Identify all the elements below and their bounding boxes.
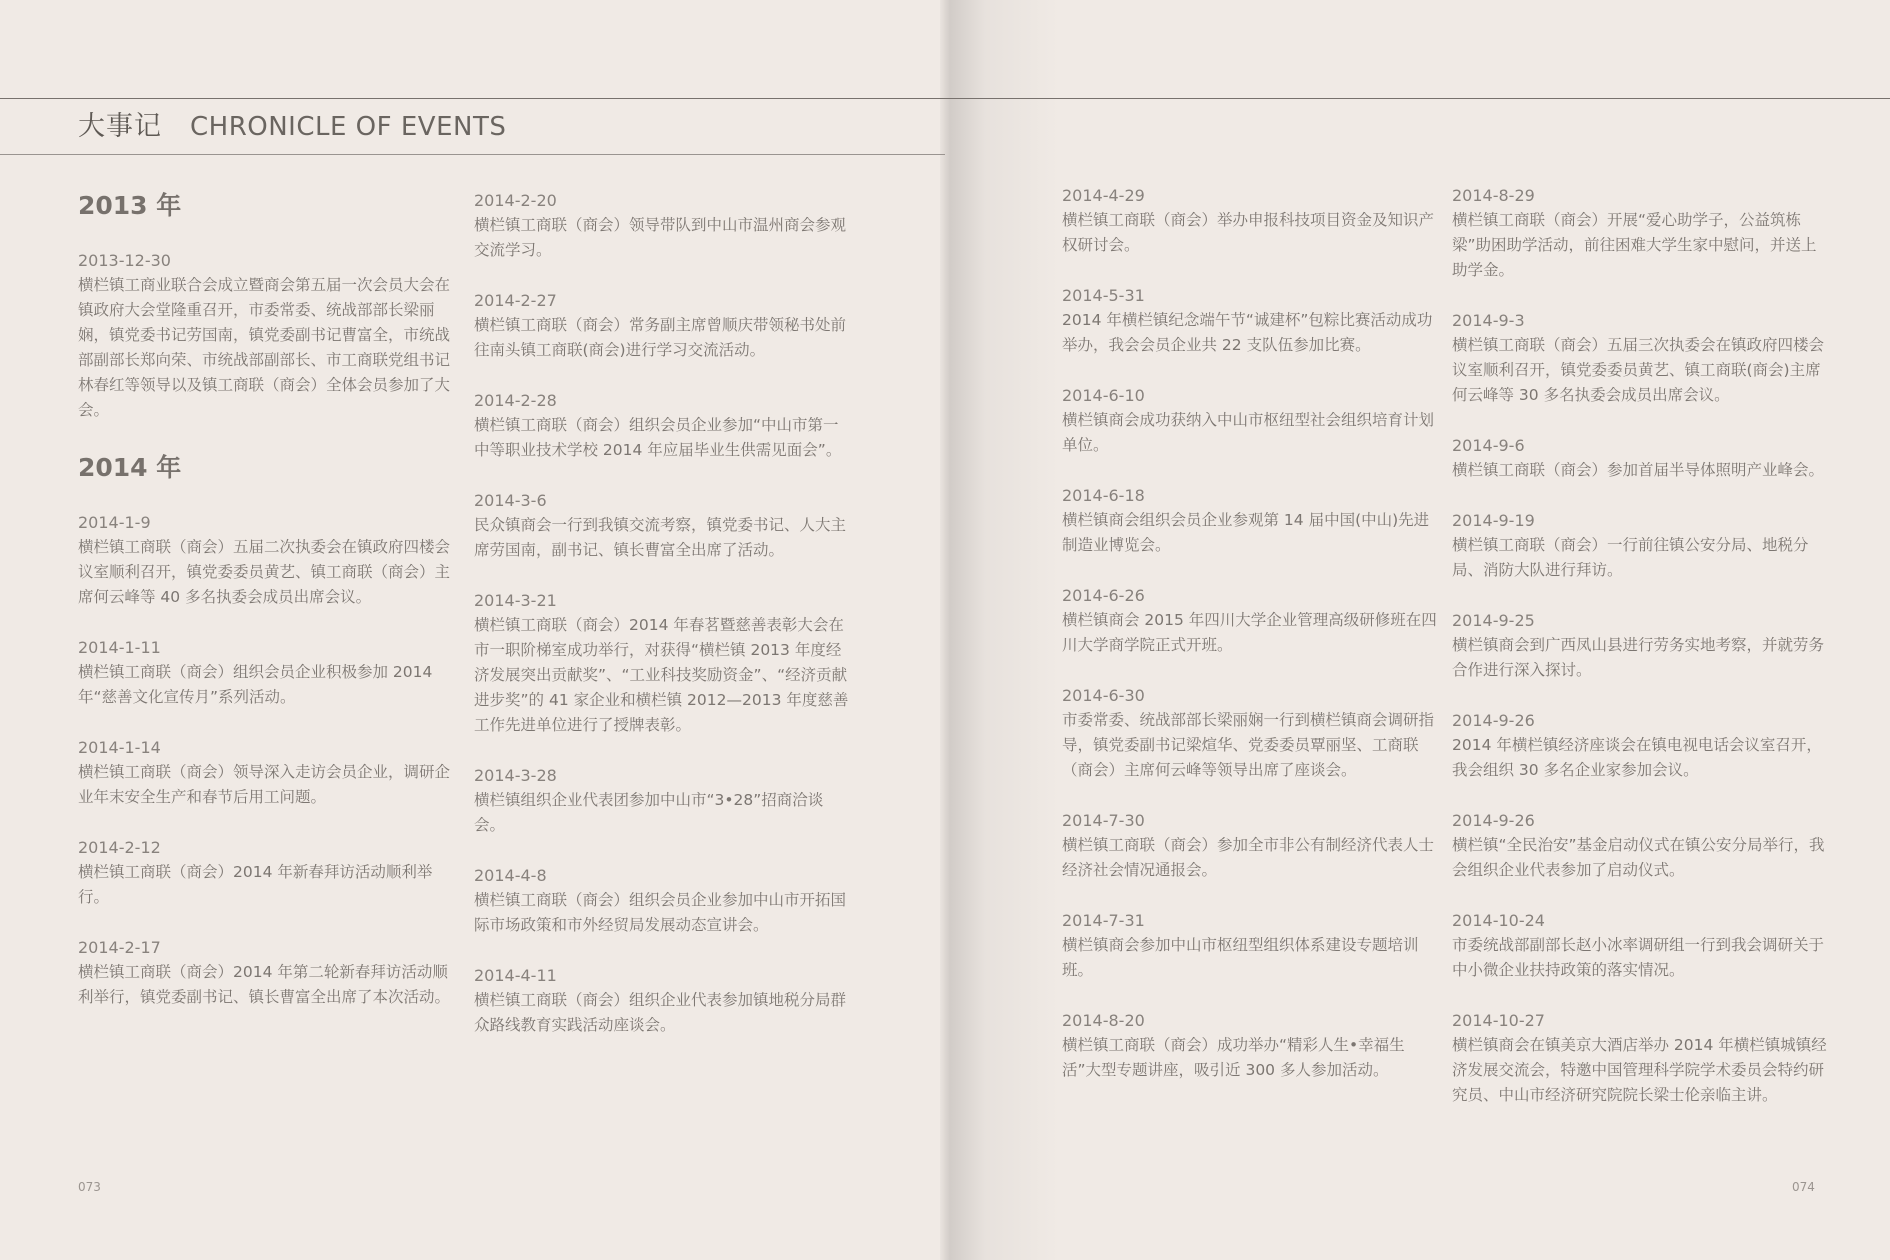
event-entry xyxy=(474,188,854,263)
event-text: 横栏镇商会在镇美京大酒店举办 2014 年横栏镇城镇经济发展交流会，特邀中国管理科学院学术委员会特约研究员、中山市经济研究院院长梁士伦亲临主讲。 xyxy=(1452,1036,1827,1104)
event-date: 2014-6-10 xyxy=(1062,386,1145,405)
event-date: 2014-2-20 xyxy=(474,191,557,210)
event-date: 2014-4-8 xyxy=(474,866,547,885)
event-entry xyxy=(1452,183,1832,283)
event-text: 横栏镇工商联（商会）常务副主席曾顺庆带领秘书处前往南头镇工商联(商会)进行学习交流活动。 xyxy=(474,316,847,359)
event-date: 2014-3-28 xyxy=(474,766,557,785)
event-date: 2014-2-27 xyxy=(474,291,557,310)
event-text: 横栏镇商会成功获纳入中山市枢纽型社会组织培育计划单位。 xyxy=(1062,411,1435,454)
event-date: 2014-9-26 xyxy=(1452,811,1535,830)
event-entry xyxy=(474,763,854,838)
event-text: 横栏镇商会组织会员企业参观第 14 届中国(中山)先进制造业博览会。 xyxy=(1062,511,1430,554)
event-text: 横栏镇工商联（商会）领导深入走访会员企业，调研企业年末安全生产和春节后用工问题。 xyxy=(78,763,451,806)
event-text: 横栏镇工商联（商会）领导带队到中山市温州商会参观交流学习。 xyxy=(474,216,847,259)
event-entry xyxy=(1452,1008,1832,1108)
header-title-cn: 大事记 xyxy=(78,111,162,142)
page-number-right: 074 xyxy=(1792,1180,1815,1194)
column-4 xyxy=(1452,183,1832,1133)
event-entry xyxy=(1062,908,1442,983)
event-entry xyxy=(78,935,458,1010)
event-date: 2014-8-29 xyxy=(1452,186,1535,205)
event-text: 横栏镇商会到广西凤山县进行劳务实地考察，并就劳务合作进行深入探讨。 xyxy=(1452,636,1825,679)
event-date: 2014-1-14 xyxy=(78,738,161,757)
event-entry xyxy=(1062,183,1442,258)
event-entry xyxy=(474,863,854,938)
header-rule-top xyxy=(0,98,1890,99)
event-date: 2014-2-28 xyxy=(474,391,557,410)
event-entry xyxy=(1452,608,1832,683)
header-rule-bottom xyxy=(0,154,945,155)
event-entry xyxy=(1062,1008,1442,1083)
event-entry xyxy=(1062,683,1442,783)
event-text: 横栏镇组织企业代表团参加中山市“3•28”招商洽谈会。 xyxy=(474,791,824,834)
event-entry xyxy=(1452,308,1832,408)
event-text: 横栏镇工商联（商会）组织会员企业参加中山市开拓国际市场政策和市外经贸局发展动态宣讲会。 xyxy=(474,891,847,934)
event-text: 市委常委、统战部部长梁丽娴一行到横栏镇商会调研指导，镇党委副书记梁煊华、党委委员覃丽坚、工商联（商会）主席何云峰等领导出席了座谈会。 xyxy=(1062,711,1435,779)
event-entry xyxy=(1062,583,1442,658)
event-text: 横栏镇工商联（商会）五届三次执委会在镇政府四楼会议室顺利召开，镇党委委员黄艺、镇工商联(商会)主席何云峰等 30 多名执委会成员出席会议。 xyxy=(1452,336,1825,404)
year-heading-2014: 2014 年 xyxy=(78,453,182,482)
event-date: 2014-9-3 xyxy=(1452,311,1525,330)
event-date: 2014-4-29 xyxy=(1062,186,1145,205)
event-text: 横栏镇工商联（商会）开展“爱心助学子，公益筑栋梁”助困助学活动，前往困难大学生家中慰问，并送上助学金。 xyxy=(1452,211,1817,279)
event-date: 2014-6-30 xyxy=(1062,686,1145,705)
page-header xyxy=(78,104,506,148)
event-text: 横栏镇工商联（商会）2014 年第二轮新春拜访活动顺利举行，镇党委副书记、镇长曹富全出席了本次活动。 xyxy=(78,963,451,1006)
event-entry xyxy=(1452,708,1832,783)
event-date: 2014-3-21 xyxy=(474,591,557,610)
event-date: 2014-9-26 xyxy=(1452,711,1535,730)
event-entry xyxy=(78,835,458,910)
event-entry xyxy=(78,735,458,810)
event-date: 2014-3-6 xyxy=(474,491,547,510)
event-text: 2014 年横栏镇纪念端午节“诚建杯”包粽比赛活动成功举办，我会会员企业共 22 支队伍参加比赛。 xyxy=(1062,311,1433,354)
event-entry xyxy=(1452,433,1832,483)
event-entry xyxy=(1062,483,1442,558)
event-date: 2014-1-9 xyxy=(78,513,151,532)
column-1 xyxy=(78,186,458,1035)
event-date: 2014-1-11 xyxy=(78,638,161,657)
event-entry xyxy=(78,635,458,710)
event-date: 2014-2-17 xyxy=(78,938,161,957)
event-entry xyxy=(474,488,854,563)
event-entry xyxy=(78,248,458,423)
event-date: 2013-12-30 xyxy=(78,251,171,270)
event-text: 横栏镇工商联（商会）2014 年新春拜访活动顺利举行。 xyxy=(78,863,433,906)
event-date: 2014-2-12 xyxy=(78,838,161,857)
event-date: 2014-4-11 xyxy=(474,966,557,985)
event-text: 横栏镇“全民治安”基金启动仪式在镇公安分局举行，我会组织企业代表参加了启动仪式。 xyxy=(1452,836,1825,879)
event-text: 2014 年横栏镇经济座谈会在镇电视电话会议室召开，我会组织 30 多名企业家参加会议。 xyxy=(1452,736,1822,779)
event-text: 横栏镇工商联（商会）成功举办“精彩人生•幸福生活”大型专题讲座，吸引近 300 多人参加活动。 xyxy=(1062,1036,1405,1079)
event-date: 2014-6-26 xyxy=(1062,586,1145,605)
event-entry xyxy=(78,510,458,610)
page-number-left: 073 xyxy=(78,1180,101,1194)
event-date: 2014-9-6 xyxy=(1452,436,1525,455)
event-date: 2014-5-31 xyxy=(1062,286,1145,305)
event-entry xyxy=(474,388,854,463)
event-date: 2014-10-24 xyxy=(1452,911,1545,930)
event-text: 民众镇商会一行到我镇交流考察，镇党委书记、人大主席劳国南，副书记、镇长曹富全出席了活动。 xyxy=(474,516,847,559)
event-text: 横栏镇工商联（商会）组织企业代表参加镇地税分局群众路线教育实践活动座谈会。 xyxy=(474,991,847,1034)
event-date: 2014-6-18 xyxy=(1062,486,1145,505)
column-2 xyxy=(474,188,854,1063)
event-entry xyxy=(1062,808,1442,883)
gutter-shadow xyxy=(940,0,1060,1260)
event-text: 横栏镇工商联（商会）参加全市非公有制经济代表人士经济社会情况通报会。 xyxy=(1062,836,1435,879)
event-text: 横栏镇工商联（商会）一行前往镇公安分局、地税分局、消防大队进行拜访。 xyxy=(1452,536,1809,579)
event-text: 横栏镇商会参加中山市枢纽型组织体系建设专题培训班。 xyxy=(1062,936,1419,979)
event-entry xyxy=(474,288,854,363)
event-date: 2014-8-20 xyxy=(1062,1011,1145,1030)
event-date: 2014-7-31 xyxy=(1062,911,1145,930)
event-entry xyxy=(1452,808,1832,883)
event-text: 横栏镇商会 2015 年四川大学企业管理高级研修班在四川大学商学院正式开班。 xyxy=(1062,611,1437,654)
event-date: 2014-9-25 xyxy=(1452,611,1535,630)
event-text: 横栏镇工商联（商会）参加首届半导体照明产业峰会。 xyxy=(1452,461,1825,479)
event-text: 横栏镇工商联（商会）组织会员企业参加“中山市第一中等职业技术学校 2014 年应届毕业生供需见面会”。 xyxy=(474,416,842,459)
event-date: 2014-10-27 xyxy=(1452,1011,1545,1030)
event-text: 横栏镇工商联（商会）五届二次执委会在镇政府四楼会议室顺利召开，镇党委委员黄艺、镇工商联（商会）主席何云峰等 40 多名执委会成员出席会议。 xyxy=(78,538,451,606)
event-text: 横栏镇工商联（商会）2014 年春茗暨慈善表彰大会在市一职阶梯室成功举行，对获得“横栏镇 2013 年度经济发展突出贡献奖”、“工业科技奖励资金”、“经济贡献进步奖”的 41 家企业和横栏镇 2012—2013 年度慈善工作先进单位进行了授牌表彰。 xyxy=(474,616,849,734)
event-date: 2014-9-19 xyxy=(1452,511,1535,530)
events-2013 xyxy=(78,248,458,423)
event-text: 市委统战部副部长赵小冰率调研组一行到我会调研关于中小微企业扶持政策的落实情况。 xyxy=(1452,936,1825,979)
event-text: 横栏镇工商业联合会成立暨商会第五届一次会员大会在镇政府大会堂隆重召开，市委常委、统战部部长梁丽娴，镇党委书记劳国南，镇党委副书记曹富全，市统战部副部长郑向荣、市统战部副部长、市工商联党组书记林春红等领导以及镇工商联（商会）全体会员参加了大会。 xyxy=(78,276,451,419)
event-entry xyxy=(1062,383,1442,458)
event-text: 横栏镇工商联（商会）举办申报科技项目资金及知识产权研讨会。 xyxy=(1062,211,1435,254)
header-title-en: CHRONICLE OF EVENTS xyxy=(190,112,507,142)
event-entry xyxy=(1452,908,1832,983)
event-text: 横栏镇工商联（商会）组织会员企业积极参加 2014 年“慈善文化宣传月”系列活动。 xyxy=(78,663,433,706)
event-date: 2014-7-30 xyxy=(1062,811,1145,830)
events-2014-part1 xyxy=(78,510,458,1010)
event-entry xyxy=(1452,508,1832,583)
column-3 xyxy=(1062,183,1442,1108)
event-entry xyxy=(474,963,854,1038)
year-heading-2013: 2013 年 xyxy=(78,191,182,220)
event-entry xyxy=(1062,283,1442,358)
event-entry xyxy=(474,588,854,738)
